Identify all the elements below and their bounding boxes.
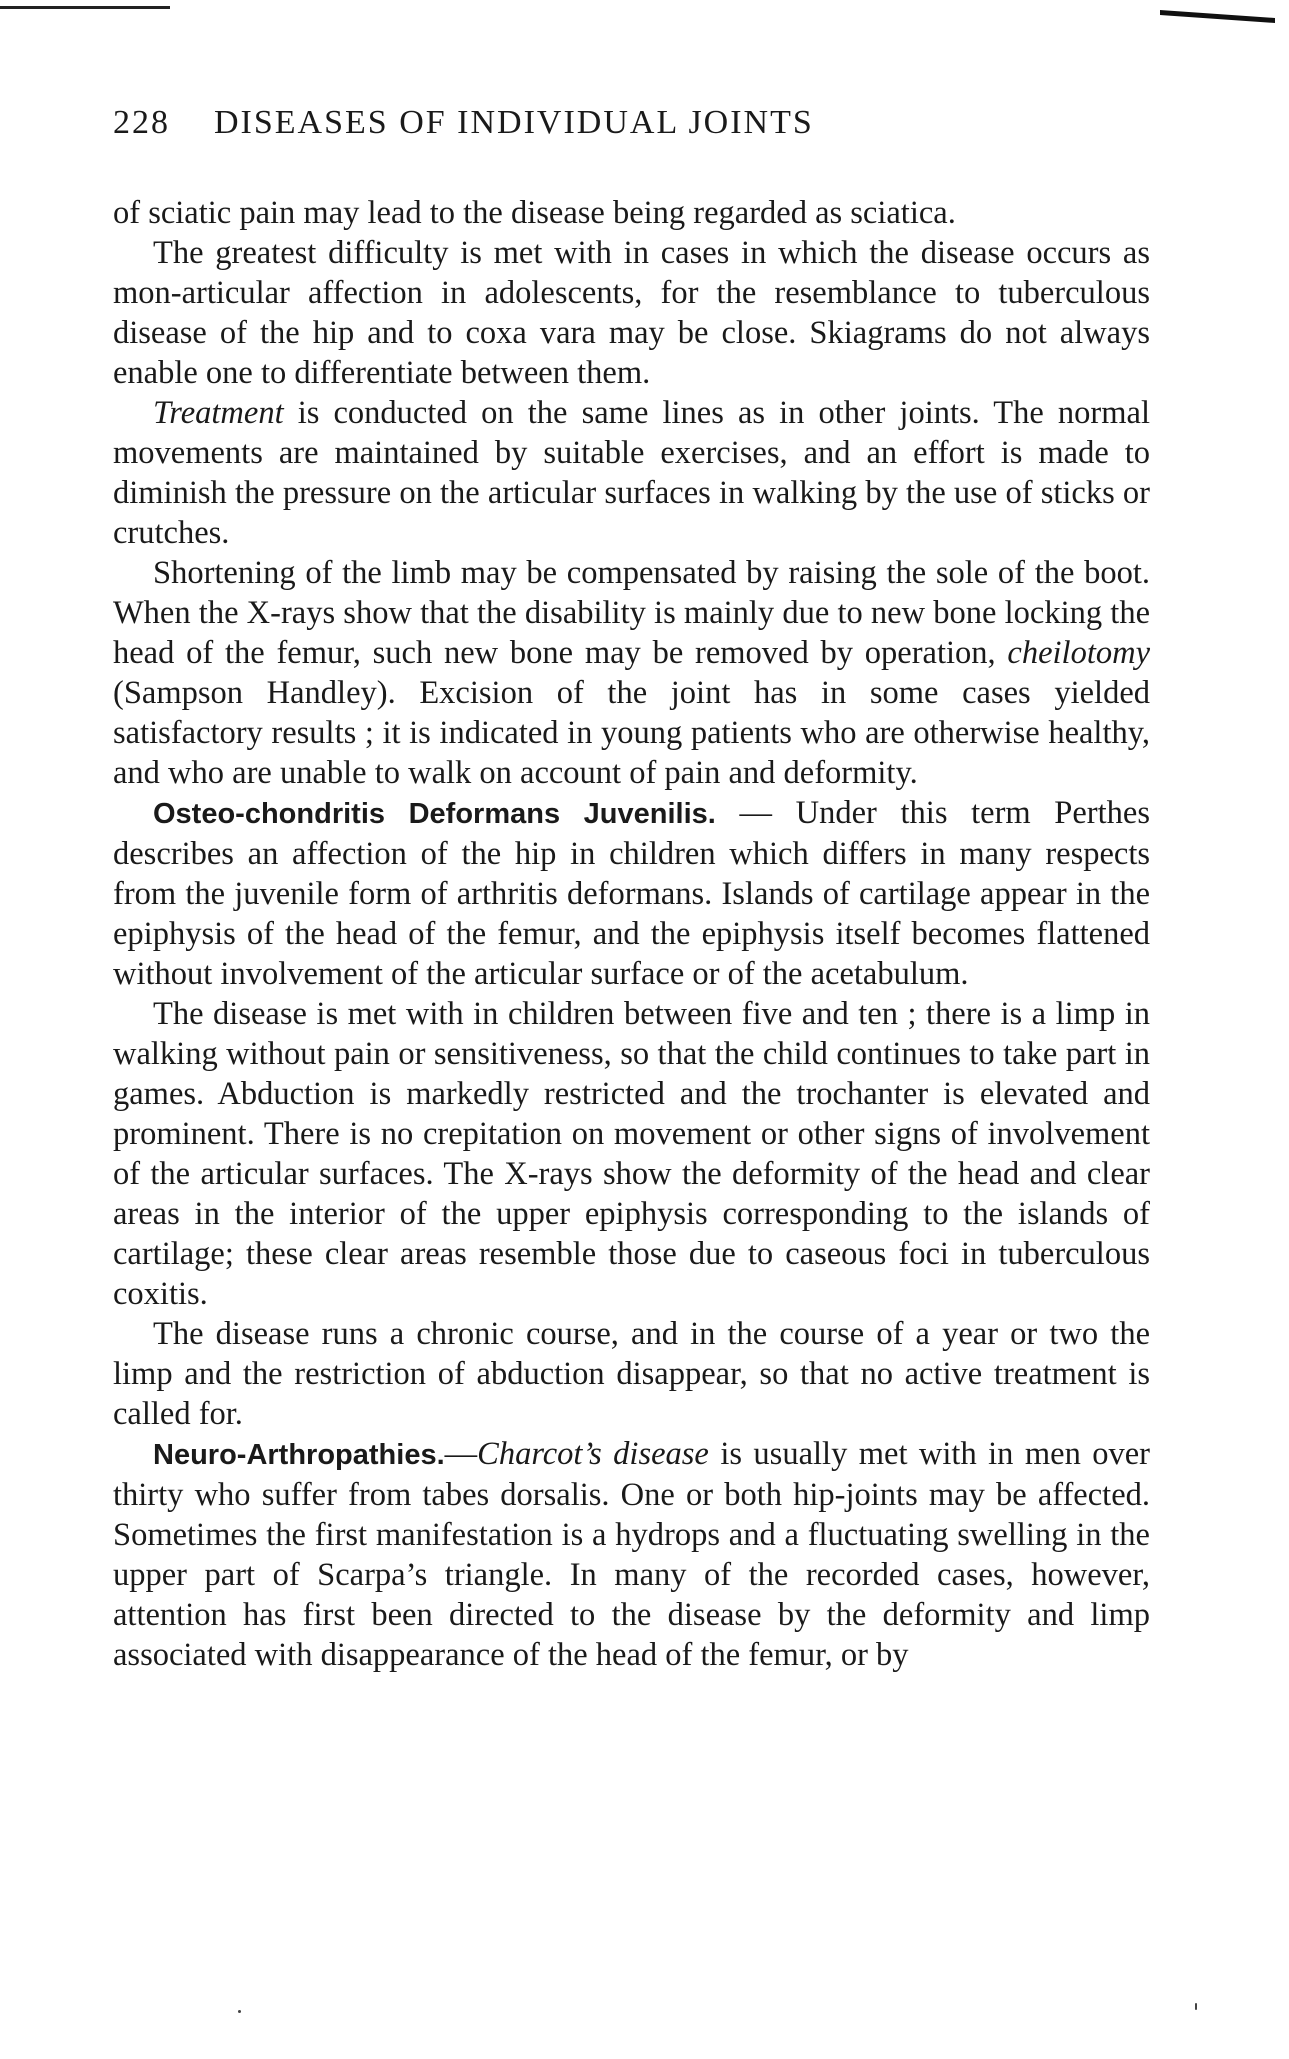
cheilotomy-term: cheilotomy [1007,635,1150,671]
shortening-text-end: (Sampson Handley). Excision of the joint has in some cases yielded satisfactory results ; it is indicated in young patients who are otherwise healthy, and who are unable to walk on account of pain and deformity. [113,675,1150,791]
osteochondritis-text: — Under this term Perthes describes an affection of the hip in children which differs in many respects from the juvenile form of arthritis deformans. Islands of cartilage appear in the epiphysis of the head of the femur, and the epiphysis itself becomes flattened without involvement of the articular surface or of the acetabulum. [113,795,1150,992]
neuro-arthropathies-text: is usually met with in men over thirty who suffer from tabes dorsalis. One or both hip-joints may be affected. Sometimes the first manifestation is a hydrops and a fluctuating swelling in the upper part of Scarpa’s triangle. In many of the recorded cases, however, attention has first been directed to the disease by the deformity and limp associated with disappearance of the head of the femur, or by [113,1436,1151,1673]
running-header [113,104,1153,142]
osteochondritis-heading: Osteo-chondritis Deformans Juvenilis. [153,798,716,830]
neuro-arthropathies-heading: Neuro-Arthropathies. [153,1439,445,1471]
page-number: 228 [113,104,170,141]
running-title: DISEASES OF INDIVIDUAL JOINTS [214,104,814,141]
treatment-text: is conducted on the same lines as in other joints. The normal movements are maintained by suitable exercises, and an effort is made to diminish the pressure on the articular surfaces in walking by the use of sticks or crutches. [113,395,1150,551]
shortening-text-start: Shortening of the limb may be compensated by raising the sole of the boot. When the X-rays show that the disability is mainly due to new bone locking the head of the femur, such new bone may be removed by operation, [113,555,1150,671]
scan-edge-mark-right [1160,10,1275,23]
paragraph-neuro-arthropathies [113,1434,1150,1675]
paragraph-difficulty: The greatest difficulty is met with in cases in which the disease occurs as mon-articular affection in adolescents, for the resemblance to tuberculous disease of the hip and to coxa vara may be close. Skiagrams do not always enable one to differentiate between them. [113,235,1150,391]
paragraph-sciatica: of sciatic pain may lead to the disease being regarded as sciatica. [113,195,956,231]
heading-dash: — [444,1436,478,1472]
scan-speck [1195,2003,1197,2010]
treatment-term: Treatment [153,395,284,431]
charcot-term: Charcot’s disease [477,1436,709,1472]
paragraph-treatment [113,393,1150,553]
scan-speck [238,2010,241,2013]
body-text [113,193,1150,1675]
paragraph-shortening [113,553,1150,793]
paragraph-disease-children: The disease is met with in children between five and ten ; there is a limp in walking without pain or sensitiveness, so that the child continues to take part in games. Abduction is markedly restricted and the trochanter is elevated and prominent. There is no crepitation on movement or other signs of involvement of the articular surfaces. The X-rays show the deformity of the head and clear areas in the interior of the upper epiphysis corresponding to the islands of cartilage; these clear areas resemble those due to caseous foci in tuberculous coxitis. [113,996,1150,1312]
paragraph-chronic-course: The disease runs a chronic course, and in the course of a year or two the limp and the restriction of abduction disappear, so that no active treatment is called for. [113,1316,1150,1432]
paragraph-osteochondritis [113,793,1150,994]
scan-edge-mark-left [0,6,170,9]
